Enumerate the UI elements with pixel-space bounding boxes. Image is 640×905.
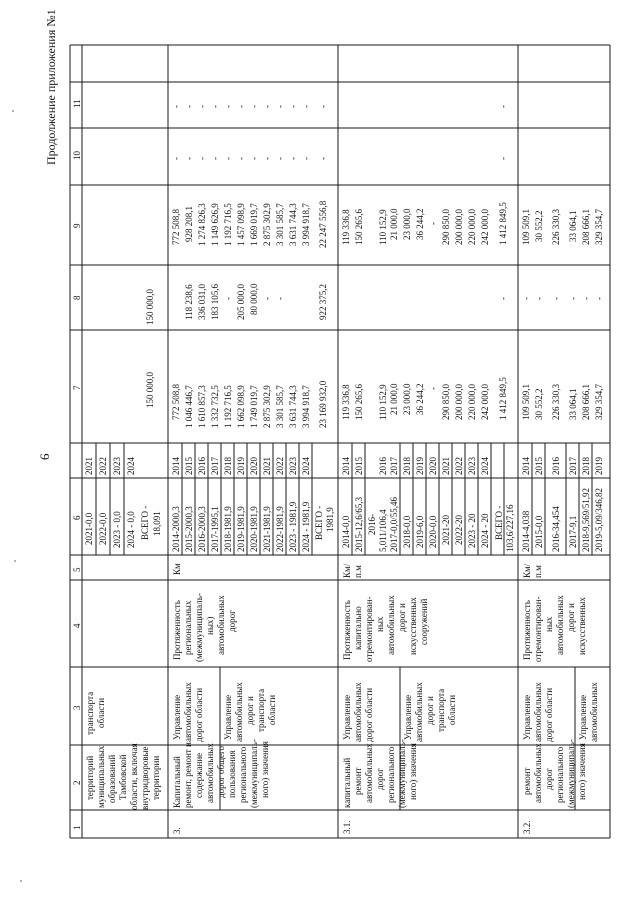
- row-3-2-col8: -: [594, 297, 604, 300]
- row-3-2-unit: Км/: [522, 563, 532, 578]
- row-3-2-col9: 226 330,3: [551, 209, 561, 245]
- row-3-1-col7: -: [428, 387, 438, 390]
- row-3-1-period: 2023 - 20: [467, 513, 477, 548]
- row-3-2-col9: 329 354,7: [594, 209, 604, 245]
- row-3-col10: -: [275, 157, 285, 160]
- row-3-1-col7: 23 000,0: [402, 383, 412, 415]
- row-3-1-year: 2021: [441, 457, 451, 475]
- row-3-col10: -: [262, 157, 272, 160]
- top-col2-line: образований: [107, 754, 117, 803]
- row-3-1-col7: 110 152,9: [378, 384, 388, 420]
- row-3-indicator: (межмуниципаль-: [194, 593, 204, 662]
- row-3-2-name-line: регионального: [555, 746, 565, 803]
- top-total-col7: 150 000,0: [145, 372, 155, 408]
- row-3-year: 2024: [301, 457, 311, 475]
- top-year: 2021: [84, 457, 94, 475]
- row-3-org-b: Управление: [223, 694, 233, 740]
- row-3-col10: -: [288, 157, 298, 160]
- row-3-2-indicator: отремонтирован-: [533, 596, 543, 662]
- top-col2-line: территорий: [85, 755, 95, 800]
- row-3-col7: 3 301 585,7: [275, 385, 285, 428]
- top-total-value: 18,091: [152, 511, 162, 536]
- col-number-2: 2: [72, 780, 82, 785]
- row-3-col9: 1 192 716,5: [223, 203, 233, 246]
- row-3-unit: Км: [172, 563, 182, 575]
- row-3-total-value: 1981,9: [325, 507, 335, 532]
- row-3-indicator: региональных: [183, 600, 193, 655]
- row-3-1-org-b: Управление: [403, 694, 413, 740]
- row-3-2-col7: 329 354,7: [594, 384, 604, 420]
- row-3-1-name-line: (межмуниципаль-: [397, 739, 407, 808]
- col-number-3: 3: [72, 705, 82, 710]
- row-3-1-year: 2020: [428, 457, 438, 475]
- row-3-period: 2017-1995,1: [210, 506, 220, 552]
- row-3-year: 2023: [288, 457, 298, 475]
- row-3-org-a: Управление: [172, 694, 182, 740]
- row-3-year: 2020: [249, 457, 259, 475]
- row-3-col11: -: [210, 105, 220, 108]
- row-3-year: 2022: [275, 457, 285, 475]
- row-3-name-line: ного) значения: [260, 741, 270, 798]
- row-3-1-col7: 200 000,0: [454, 384, 464, 420]
- row-3-col7: 1 192 716,5: [223, 385, 233, 428]
- row-3-2-col8: -: [521, 297, 531, 300]
- row-3-col11: -: [275, 105, 285, 108]
- row-3-name-line: ремонт, ремонт и: [183, 742, 193, 808]
- row-3-1-year: 2019: [415, 457, 425, 475]
- row-3-total-col10: -: [318, 157, 328, 160]
- row-3-col8: 336 031,0: [197, 284, 207, 320]
- col-number-9: 9: [72, 223, 82, 228]
- row-3-2-unit: п.м: [533, 565, 543, 578]
- row-3-1-org-b: дорог и: [425, 696, 435, 725]
- row-3-1-indicator: сооружений: [419, 598, 429, 645]
- row-3-col11: -: [262, 105, 272, 108]
- row-3-col11: -: [223, 105, 233, 108]
- row-3-2-col9: 109 509,1: [521, 209, 531, 245]
- row-3-1-total-col7: 1 412 849,5: [498, 377, 508, 420]
- row-3-1-col9: 200 000,0: [454, 209, 464, 245]
- row-3-1-name-line: ного) значения: [408, 743, 418, 800]
- scan-speck: [20, 880, 22, 882]
- top-year: 2024: [126, 457, 136, 475]
- page-number: 6: [37, 453, 52, 460]
- row-3-1-org-a: дорог области: [364, 687, 374, 742]
- row-3-col11: -: [249, 105, 259, 108]
- row-3-2-col8: -: [581, 297, 591, 300]
- row-3-year: 2014: [171, 457, 181, 475]
- row-3-total-label: ВСЕГО -: [314, 505, 324, 540]
- row-3-1-indicator: ных: [375, 616, 385, 632]
- row-3-total-col7: 23 169 932,0: [318, 380, 328, 428]
- row-3-col7: 3 631 744,3: [288, 385, 298, 428]
- row-3-1-year: 2015: [354, 457, 364, 475]
- row-3-col9: 1 457 098,9: [236, 203, 246, 246]
- row-3-1-col9: 290 850,0: [441, 209, 451, 245]
- row-3-2-org-b: Управление: [578, 694, 588, 740]
- row-3-col10: -: [236, 157, 246, 160]
- row-3-1-period: 2019-6,0: [415, 515, 425, 548]
- top-year: 2023: [112, 457, 122, 475]
- row-3-2-indicator: ных: [544, 616, 554, 632]
- row-3-1-name-line: капитальный: [342, 757, 352, 808]
- row-3-name-line: содержание: [194, 752, 204, 798]
- row-3-col7: 1 332 732,5: [210, 385, 220, 428]
- col-number-4: 4: [72, 623, 82, 628]
- row-3-1-number: 3.1.: [342, 820, 352, 834]
- row-3-2-period: 2018-9,569/51,92: [581, 488, 591, 552]
- row-3-col9: 1 669 019,7: [249, 203, 259, 246]
- row-3-indicator: Протяженность: [172, 600, 182, 660]
- row-3-col10: -: [223, 157, 233, 160]
- continuation-header: Продолжение приложения №1: [44, 9, 58, 165]
- row-3-1-period: 2021-20: [441, 515, 451, 545]
- row-3-1-period: 2014-0,0: [341, 515, 351, 548]
- row-3-period: 2015-2000,3: [184, 506, 194, 552]
- row-3-1-period: 2018-0,0: [402, 515, 412, 548]
- row-3-col8: 80 000,0: [249, 283, 259, 315]
- row-3-col8: 205 000,0: [236, 284, 246, 320]
- row-3-2-name-line: (межмуниципаль-: [566, 739, 576, 808]
- row-3-1-year: 2014: [341, 457, 351, 475]
- row-3-col10: -: [197, 157, 207, 160]
- row-3-2-col7: 208 666,1: [581, 384, 591, 420]
- row-3-col11: -: [171, 105, 181, 108]
- row-3-col9: 1 274 826,3: [197, 203, 207, 246]
- scan-speck: [12, 110, 14, 112]
- row-3-1-org-b: области: [447, 694, 457, 725]
- row-3-1-period: 2015-12,6/65,3: [354, 497, 364, 552]
- row-3-total-col11: -: [318, 105, 328, 108]
- row-3-1-unit: Км/: [342, 563, 352, 578]
- row-3-2-indicator: автомобильных: [555, 595, 565, 655]
- row-3-period: 2016-2000,3: [197, 506, 207, 552]
- col-number-6: 6: [72, 515, 82, 520]
- row-3-col7: 3 994 918,7: [301, 385, 311, 428]
- row-3-col8: -: [262, 297, 272, 300]
- row-3-2-period: 2019-5,09/346,82: [594, 488, 604, 552]
- col-number-11: 11: [72, 99, 82, 108]
- row-3-1-year: 2023: [467, 457, 477, 475]
- row-3-1-total-col8: -: [498, 297, 508, 300]
- row-3-2-period: 2014-4,038: [521, 510, 531, 552]
- row-3-col11: -: [301, 105, 311, 108]
- row-3-col7: 772 508,8: [171, 384, 181, 420]
- row-3-col9: 772 508,8: [171, 209, 181, 245]
- row-3-1-col7: 220 000,0: [467, 384, 477, 420]
- row-3-year: 2018: [223, 457, 233, 475]
- top-col3-line: транспорта: [85, 691, 95, 735]
- row-3-col10: -: [171, 157, 181, 160]
- row-3-1-col9: 21 000,0: [389, 208, 399, 240]
- row-3-2-indicator: Протяженность: [522, 600, 532, 660]
- row-3-2-col7: 226 330,3: [551, 384, 561, 420]
- row-3-2-org-a: Управление: [522, 694, 532, 740]
- row-3-1-col9: -: [428, 222, 438, 225]
- row-3-name-line: (межмуниципаль-: [249, 739, 259, 808]
- row-3-2-indicator: дорог и: [566, 603, 576, 632]
- row-3-1-year: 2024: [480, 457, 490, 475]
- col-number-1: 1: [72, 825, 82, 830]
- row-3-col9: 3 631 744,3: [288, 203, 298, 246]
- row-3-1-total-col9: 1 412 849,5: [498, 202, 508, 245]
- row-3-1-name-line: ремонт: [353, 767, 363, 795]
- row-3-1-col7: 119 336,8: [341, 384, 351, 420]
- top-col2-line: муниципальных: [96, 745, 106, 808]
- row-3-1-unit: п.м: [353, 565, 363, 578]
- row-3-1-period: 2024 - 20: [480, 513, 490, 548]
- col-number-8: 8: [72, 295, 82, 300]
- row-3-1-total-label: ВСЕГО -: [494, 505, 504, 540]
- row-3-col10: -: [249, 157, 259, 160]
- row-3-col7: 1 749 019,7: [249, 385, 259, 428]
- row-3-1-col7: 36 244,2: [415, 383, 425, 415]
- row-3-name-line: регионального: [238, 746, 248, 803]
- row-3-1-col7: 150 265,6: [354, 384, 364, 420]
- row-3-2-period: 2015-0,0: [534, 515, 544, 548]
- row-3-col9: 928 208,1: [184, 206, 194, 242]
- row-3-1-col7: 21 000,0: [389, 383, 399, 415]
- row-3-2-name-line: ремонт: [522, 767, 532, 795]
- row-3-col11: -: [184, 105, 194, 108]
- row-3-col8: 118 238,6: [184, 284, 194, 320]
- row-3-indicator: ных): [205, 616, 215, 635]
- row-3-2-col9: 208 666,1: [581, 209, 591, 245]
- row-3-org-a: дорог области: [194, 687, 204, 742]
- row-3-period: 2020-1981,9: [249, 506, 259, 552]
- row-3-1-year: 2017: [389, 457, 399, 475]
- row-3-year: 2017: [210, 457, 220, 475]
- row-3-2-period: 2016-34,454: [551, 506, 561, 552]
- row-3-1-indicator: капитально: [353, 606, 363, 650]
- row-3-name-line: дорог общего: [216, 746, 226, 798]
- row-3-period: 2014-2000,3: [171, 506, 181, 552]
- row-3-1-col9: 242 000,0: [480, 209, 490, 245]
- row-3-2-col9: 30 552,2: [534, 210, 544, 242]
- row-3-2-col8: -: [568, 297, 578, 300]
- top-year-value: 2021-0,0: [84, 512, 94, 545]
- row-3-1-year: 2018: [402, 457, 412, 475]
- top-year-value: 2023 - 0,0: [112, 511, 122, 548]
- row-3-name-line: автомобильных: [205, 743, 215, 803]
- row-3-2-year: 2014: [521, 457, 531, 475]
- top-year-value: 2024 - 0,0: [126, 511, 136, 548]
- row-3-col7: 2 875 302,9: [262, 385, 272, 428]
- row-3-org-b: автомобильных: [234, 682, 244, 742]
- top-col2-line: Тамбовской: [118, 754, 128, 800]
- row-3-1-total-col10: -: [498, 157, 508, 160]
- row-3-org-b: транспорта: [256, 688, 266, 732]
- row-3-col11: -: [288, 105, 298, 108]
- row-3-2-col8: -: [551, 297, 561, 300]
- row-3-total-col8: 922 375,2: [318, 284, 328, 320]
- row-3-col8: 183 105,6: [210, 284, 220, 320]
- row-3-1-period: 2022-20: [454, 515, 464, 545]
- row-3-period: 2018-1981,9: [223, 506, 233, 552]
- row-3-col8: -: [275, 297, 285, 300]
- row-3-2-year: 2019: [594, 457, 604, 475]
- row-3-1-col9: 150 265,6: [354, 209, 364, 245]
- row-3-col7: 1 662 098,9: [236, 385, 246, 428]
- row-3-col7: 1 610 857,3: [197, 385, 207, 428]
- row-3-col9: 2 875 302,9: [262, 203, 272, 246]
- row-3-2-year: 2017: [568, 457, 578, 475]
- row-3-name-line: пользования: [227, 750, 237, 798]
- row-3-1-period: 2017-0,0/55,46: [389, 497, 399, 552]
- row-3-2-col7: 30 552,2: [534, 388, 544, 420]
- row-3-col11: -: [197, 105, 207, 108]
- top-col2-line: внутридворовые: [140, 746, 150, 810]
- row-3-2-indicator: искусственных: [577, 597, 587, 655]
- row-3-1-indicator: искусственных: [408, 597, 418, 655]
- row-3-1-period: 2016-: [367, 514, 377, 535]
- row-3-col9: 3 994 918,7: [301, 203, 311, 246]
- row-3-col10: -: [301, 157, 311, 160]
- top-col2-line: области, включая: [129, 743, 139, 810]
- row-3-period: 2024 - 1981,9: [301, 501, 311, 552]
- top-year-value: 2022-0,0: [98, 512, 108, 545]
- row-3-2-name-line: ного) значения: [577, 743, 587, 800]
- row-3-1-org-a: Управление: [342, 694, 352, 740]
- row-3-col7: 1 046 446,7: [184, 385, 194, 428]
- row-3-indicator: дорог: [227, 610, 237, 632]
- row-3-2-col8: -: [534, 297, 544, 300]
- row-3-1-col9: 110 152,9: [378, 209, 388, 245]
- row-3-period: 2022-1981,9: [275, 506, 285, 552]
- row-3-2-org-a: дорог области: [544, 687, 554, 742]
- row-3-org-a: автомобильных: [183, 682, 193, 742]
- row-3-col8: -: [223, 297, 233, 300]
- row-3-1-indicator: Протяженность: [342, 600, 352, 660]
- row-3-1-col7: 290 850,0: [441, 384, 451, 420]
- row-3-number: 3.: [172, 827, 182, 834]
- top-col2-line: территории: [151, 755, 161, 800]
- row-3-2-year: 2018: [581, 457, 591, 475]
- row-3-col11: -: [236, 105, 246, 108]
- row-3-2-name-line: дорог: [544, 768, 554, 790]
- row-3-1-year: 2016: [378, 457, 388, 475]
- row-3-2-col7: 109 509,1: [521, 384, 531, 420]
- row-3-year: 2015: [184, 457, 194, 475]
- row-3-1-org-b: автомобильных: [414, 682, 424, 742]
- row-3-year: 2019: [236, 457, 246, 475]
- row-3-year: 2021: [262, 457, 272, 475]
- row-3-1-org-a: автомобильных: [353, 682, 363, 742]
- row-3-2-number: 3.2.: [522, 820, 532, 834]
- top-total-label: ВСЕГО -: [140, 505, 150, 540]
- row-3-2-year: 2015: [534, 457, 544, 475]
- row-3-indicator: автомобильных: [216, 595, 226, 655]
- row-3-1-year: 2022: [454, 457, 464, 475]
- row-3-org-b: области: [267, 694, 277, 725]
- row-3-year: 2016: [197, 457, 207, 475]
- col-number-5: 5: [72, 567, 82, 572]
- row-3-1-col9: 220 000,0: [467, 209, 477, 245]
- row-3-col10: -: [184, 157, 194, 160]
- row-3-2-period: 2017-9,1: [568, 515, 578, 548]
- row-3-1-total-col11: -: [498, 105, 508, 108]
- col-number-7: 7: [72, 385, 82, 390]
- row-3-1-col9: 119 336,8: [341, 209, 351, 245]
- row-3-col10: -: [210, 157, 220, 160]
- top-year: 2022: [98, 457, 108, 475]
- row-3-period: 2019-1981,9: [236, 506, 246, 552]
- row-3-1-period: 2020-0,0: [428, 515, 438, 548]
- row-3-1-org-b: транспорта: [436, 688, 446, 732]
- scan-speck: [14, 560, 16, 562]
- row-3-2-col9: 33 064,1: [568, 210, 578, 242]
- row-3-col9: 3 301 585,7: [275, 203, 285, 246]
- row-3-name-line: Капитальный: [172, 756, 182, 808]
- row-3-1-indicator: автомобильных: [386, 595, 396, 655]
- row-3-2-year: 2016: [551, 457, 561, 475]
- row-3-1-indicator: дорог и: [397, 603, 407, 632]
- row-3-1-col7: 242 000,0: [480, 384, 490, 420]
- row-3-col9: 1 149 626,9: [210, 203, 220, 246]
- row-3-1-name-line: автомобильных: [364, 743, 374, 803]
- row-3-2-org-b: автомобильных: [589, 682, 599, 742]
- row-3-1-name-line: регионального: [386, 746, 396, 803]
- row-3-2-name-line: автомобильных: [533, 743, 543, 803]
- top-col3-line: области: [96, 697, 106, 728]
- row-3-1-indicator: отремонтирован-: [364, 596, 374, 662]
- row-3-1-total-value: 103,6/227,16: [505, 504, 515, 552]
- row-3-1-col9: 36 244,2: [415, 208, 425, 240]
- row-3-period: 2021-1981,9: [262, 506, 272, 552]
- row-3-org-b: дорог и: [245, 696, 255, 725]
- row-3-2-col7: 33 064,1: [568, 388, 578, 420]
- col-number-10: 10: [72, 151, 82, 160]
- row-3-1-name-line: дорог: [375, 768, 385, 790]
- row-3-1-col9: 23 000,0: [402, 208, 412, 240]
- row-3-2-org-a: автомобильных: [533, 682, 543, 742]
- row-3-1-period: 5,011/106,4: [378, 509, 388, 552]
- row-3-total-col9: 22 247 556,8: [318, 200, 328, 248]
- top-total-col8: 150 000,0: [145, 289, 155, 325]
- row-3-period: 2023 - 1981,9: [288, 501, 298, 552]
